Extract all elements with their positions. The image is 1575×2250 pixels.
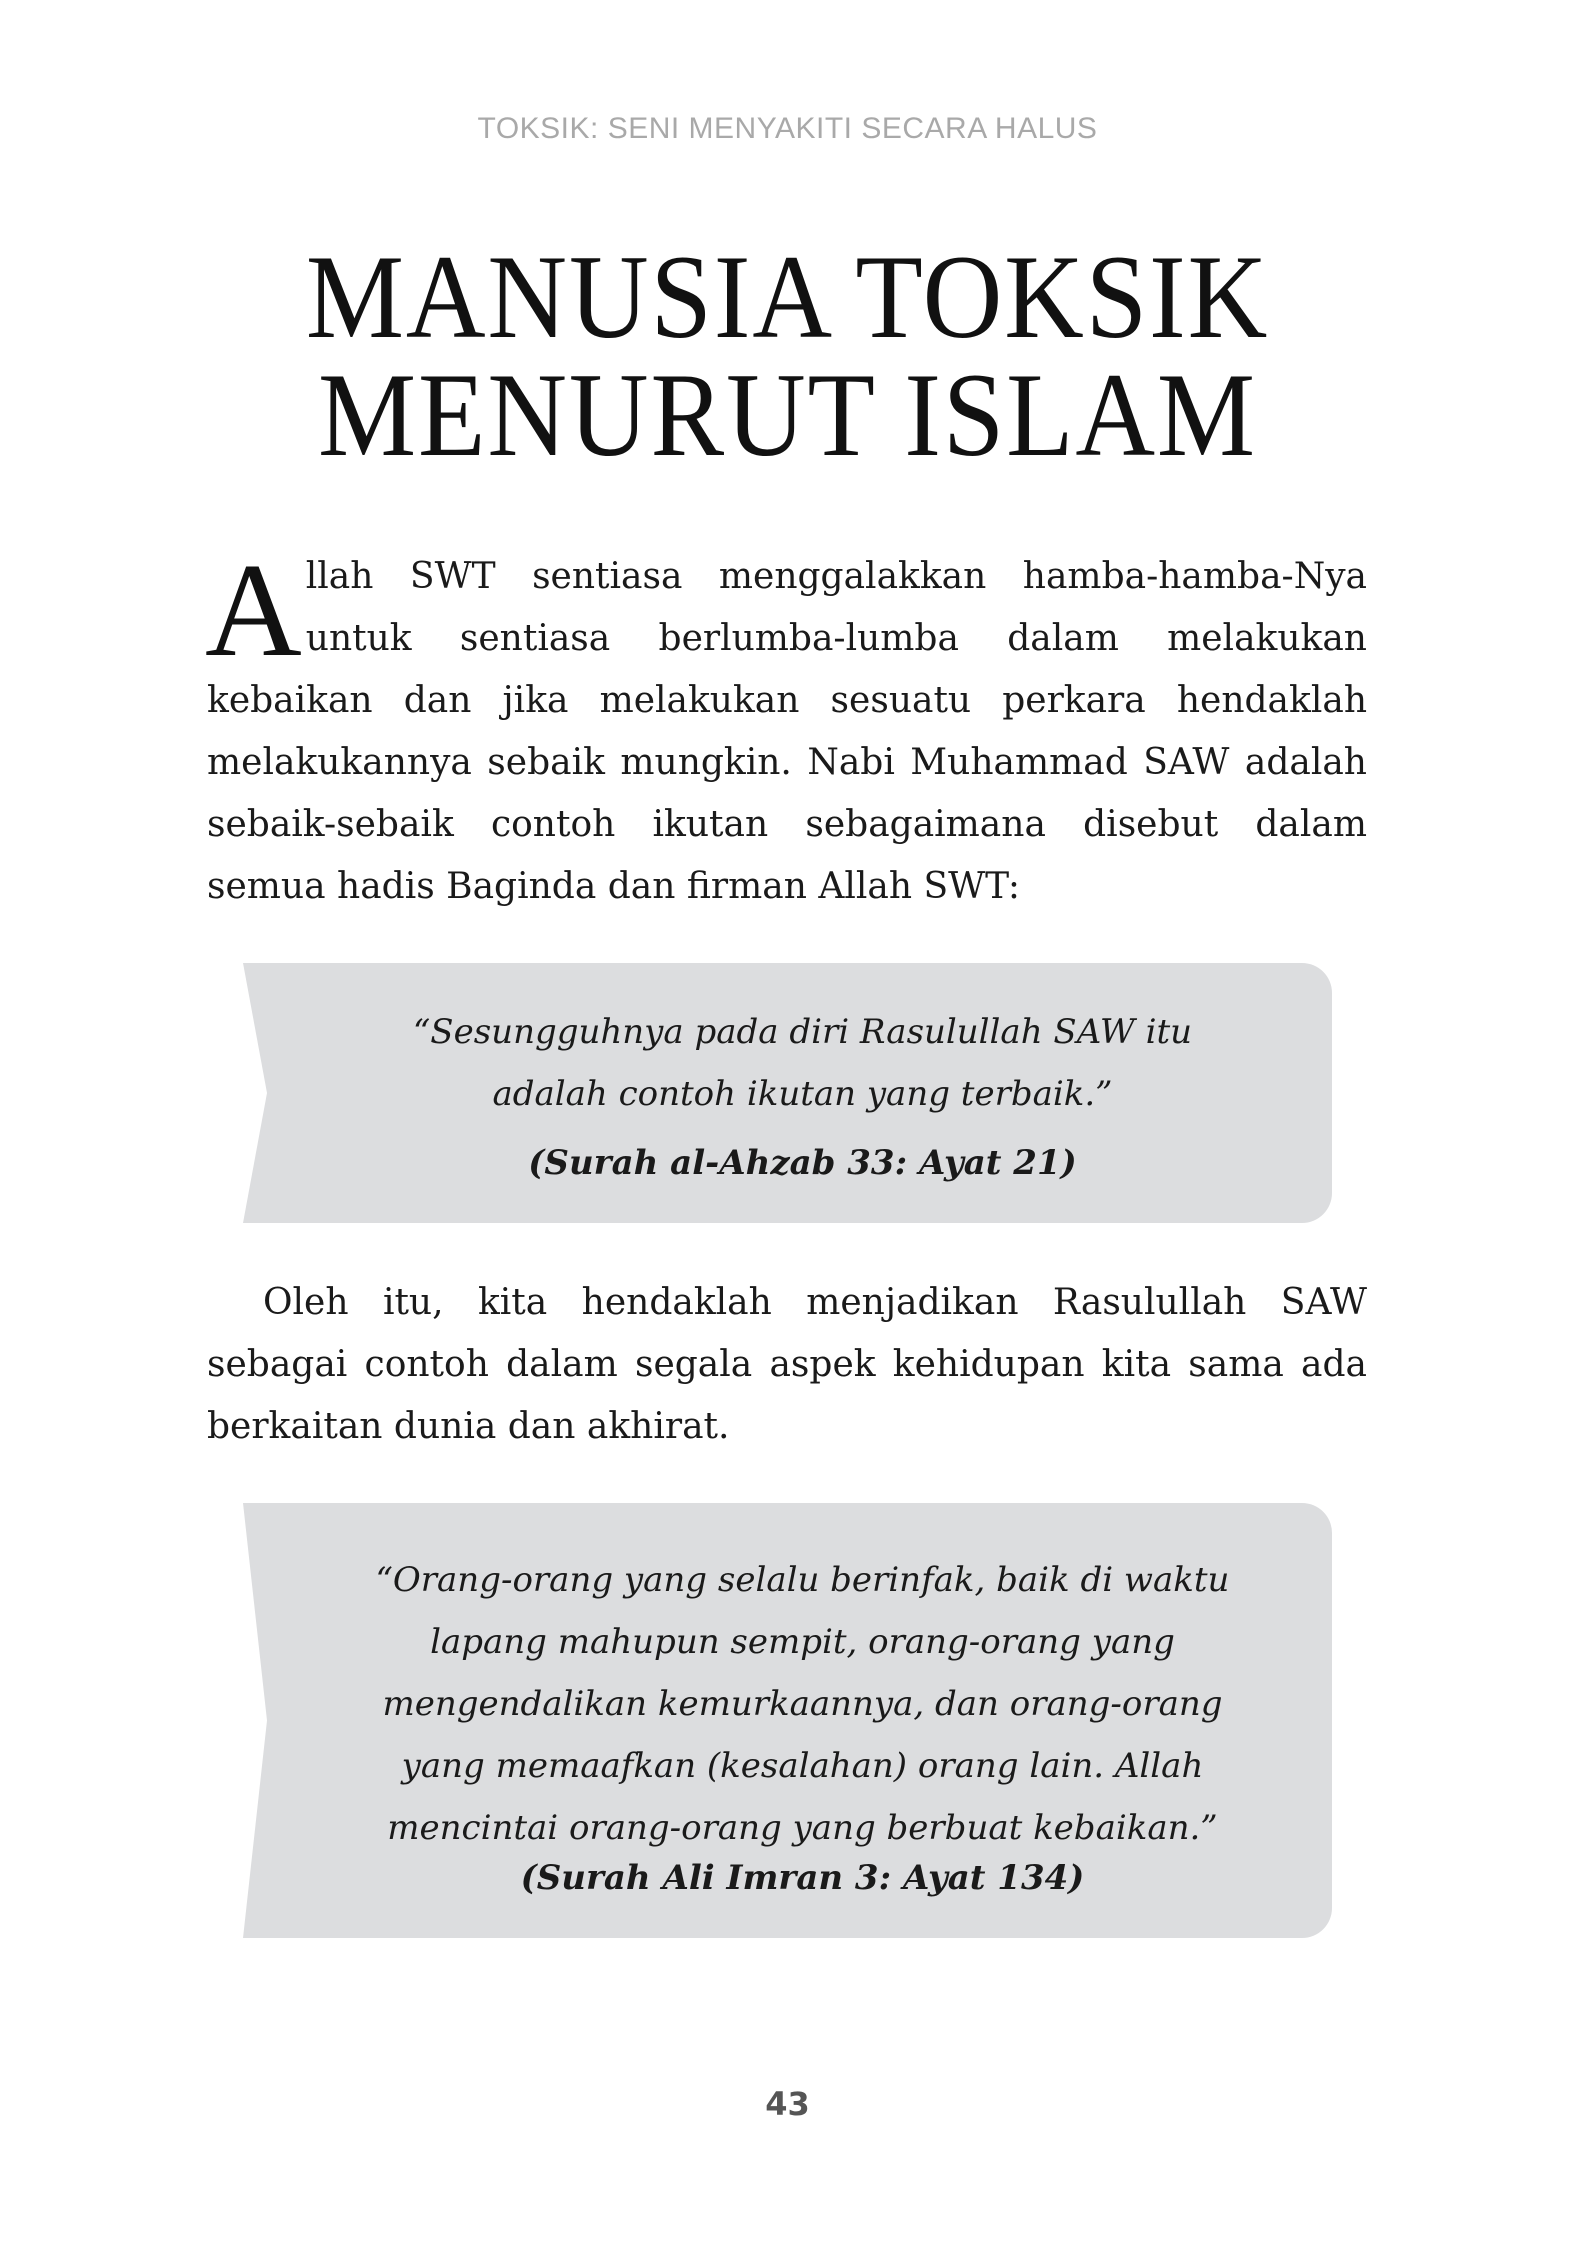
drop-cap: A (205, 536, 302, 684)
quote-line: mencintai orang-orang yang berbuat kebaikan.” (387, 1808, 1218, 1848)
quote-box-al-ahzab (243, 963, 1332, 1223)
running-head: TOKSIK: SENI MENYAKITI SECARA HALUS (477, 112, 1098, 145)
quote-line: “Orang-orang yang selalu berinfak, baik di waktu (375, 1560, 1230, 1600)
quote-line: adalah contoh ikutan yang terbaik.” (492, 1074, 1113, 1114)
quote-line: mengendalikan kemurkaannya, dan orang-orang (382, 1684, 1223, 1724)
quote-text (273, 1001, 1332, 1125)
quote-citation: (Surah al-Ahzab 33: Ayat 21) (528, 1143, 1077, 1183)
quote-line: “Sesungguhnya pada diri Rasulullah SAW itu (412, 1012, 1193, 1052)
quote-text (273, 1549, 1332, 1859)
intro-paragraph (205, 536, 1367, 918)
quote-box-ali-imran (243, 1503, 1332, 1938)
quote-citation: (Surah Ali Imran 3: Ayat 134) (520, 1858, 1085, 1898)
quote-line: lapang mahupun sempit, orang-orang yang (430, 1622, 1175, 1662)
chapter-title-line-2: MENURUT ISLAM (318, 348, 1257, 481)
page-number: 43 (765, 2085, 810, 2123)
body-paragraph: Oleh itu, kita hendaklah menjadikan Rasulullah SAW sebagai contoh dalam segala aspek kehidupan kita sama ada berkaitan dunia dan akhirat. (207, 1282, 1367, 1447)
quote-line: yang memaafkan (kesalahan) orang lain. Allah (401, 1746, 1204, 1786)
intro-paragraph-text: llah SWT sentiasa menggalakkan hamba-hamba-Nya untuk sentiasa berlumba-lumba dalam melakukan kebaikan dan jika melakukan sesuatu perkara hendaklah melakukannya sebaik mungkin. Nabi Muhammad SAW adalah sebaik-sebaik contoh ikutan sebagaimana disebut dalam semua hadis Baginda dan firman Allah SWT: (207, 556, 1367, 907)
chapter-title-line-1: MANUSIA TOKSIK (305, 230, 1270, 363)
chapter-title (63, 230, 1512, 481)
